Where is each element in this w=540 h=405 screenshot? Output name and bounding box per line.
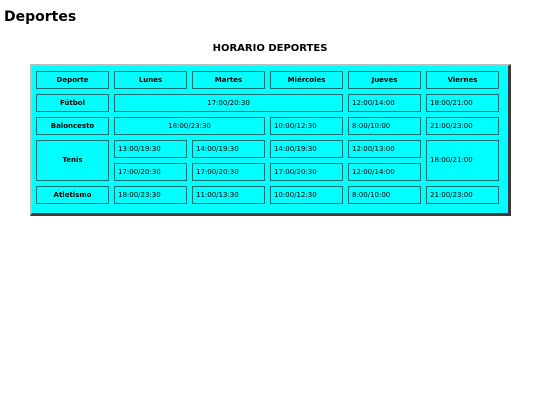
tenis-lunes-1: 13:00/19:30: [114, 140, 187, 158]
tenis-miercoles-1: 14:00/19:30: [270, 140, 343, 158]
tenis-lunes-2: 17:00/20:30: [114, 163, 187, 181]
schedule-grid: [36, 71, 504, 209]
baloncesto-lunes-martes: 18:00/23:30: [114, 117, 265, 135]
tenis-jueves-2: 12:00/14:00: [348, 163, 421, 181]
baloncesto-miercoles: 10:00/12:30: [270, 117, 343, 135]
row-futbol: [36, 94, 504, 117]
page-title: Deportes: [4, 9, 77, 25]
header-martes: Martes: [192, 71, 265, 89]
header-row: [36, 71, 504, 94]
tenis-martes-1: 14:00/19:30: [192, 140, 265, 158]
futbol-lunes-miercoles: 17:00/20:30: [114, 94, 343, 112]
header-deporte: Deporte: [36, 71, 109, 89]
header-viernes: Viernes: [426, 71, 499, 89]
row-tenis-1: [36, 140, 504, 163]
header-miercoles: Miércoles: [270, 71, 343, 89]
sport-tenis: Tenis: [36, 140, 109, 181]
baloncesto-jueves: 8:00/10:00: [348, 117, 421, 135]
sport-futbol: Fútbol: [36, 94, 109, 112]
futbol-jueves: 12:00/14:00: [348, 94, 421, 112]
tenis-viernes: 18:00/21:00: [426, 140, 499, 181]
row-baloncesto: [36, 117, 504, 140]
futbol-viernes: 18:00/21:00: [426, 94, 499, 112]
row-atletismo: [36, 186, 504, 209]
table-title: HORARIO DEPORTES: [212, 43, 328, 54]
header-lunes: Lunes: [114, 71, 187, 89]
header-jueves: Jueves: [348, 71, 421, 89]
sport-baloncesto: Baloncesto: [36, 117, 109, 135]
atletismo-viernes: 21:00/23:00: [426, 186, 499, 204]
sport-atletismo: Atletismo: [36, 186, 109, 204]
atletismo-martes: 11:00/13:30: [192, 186, 265, 204]
schedule-table: [30, 64, 511, 216]
atletismo-jueves: 8:00/10:00: [348, 186, 421, 204]
tenis-jueves-1: 12:00/13:00: [348, 140, 421, 158]
atletismo-lunes: 18:00/23:30: [114, 186, 187, 204]
atletismo-miercoles: 10:00/12:30: [270, 186, 343, 204]
tenis-martes-2: 17:00/20:30: [192, 163, 265, 181]
baloncesto-viernes: 21:00/23:00: [426, 117, 499, 135]
tenis-miercoles-2: 17:00/20:30: [270, 163, 343, 181]
